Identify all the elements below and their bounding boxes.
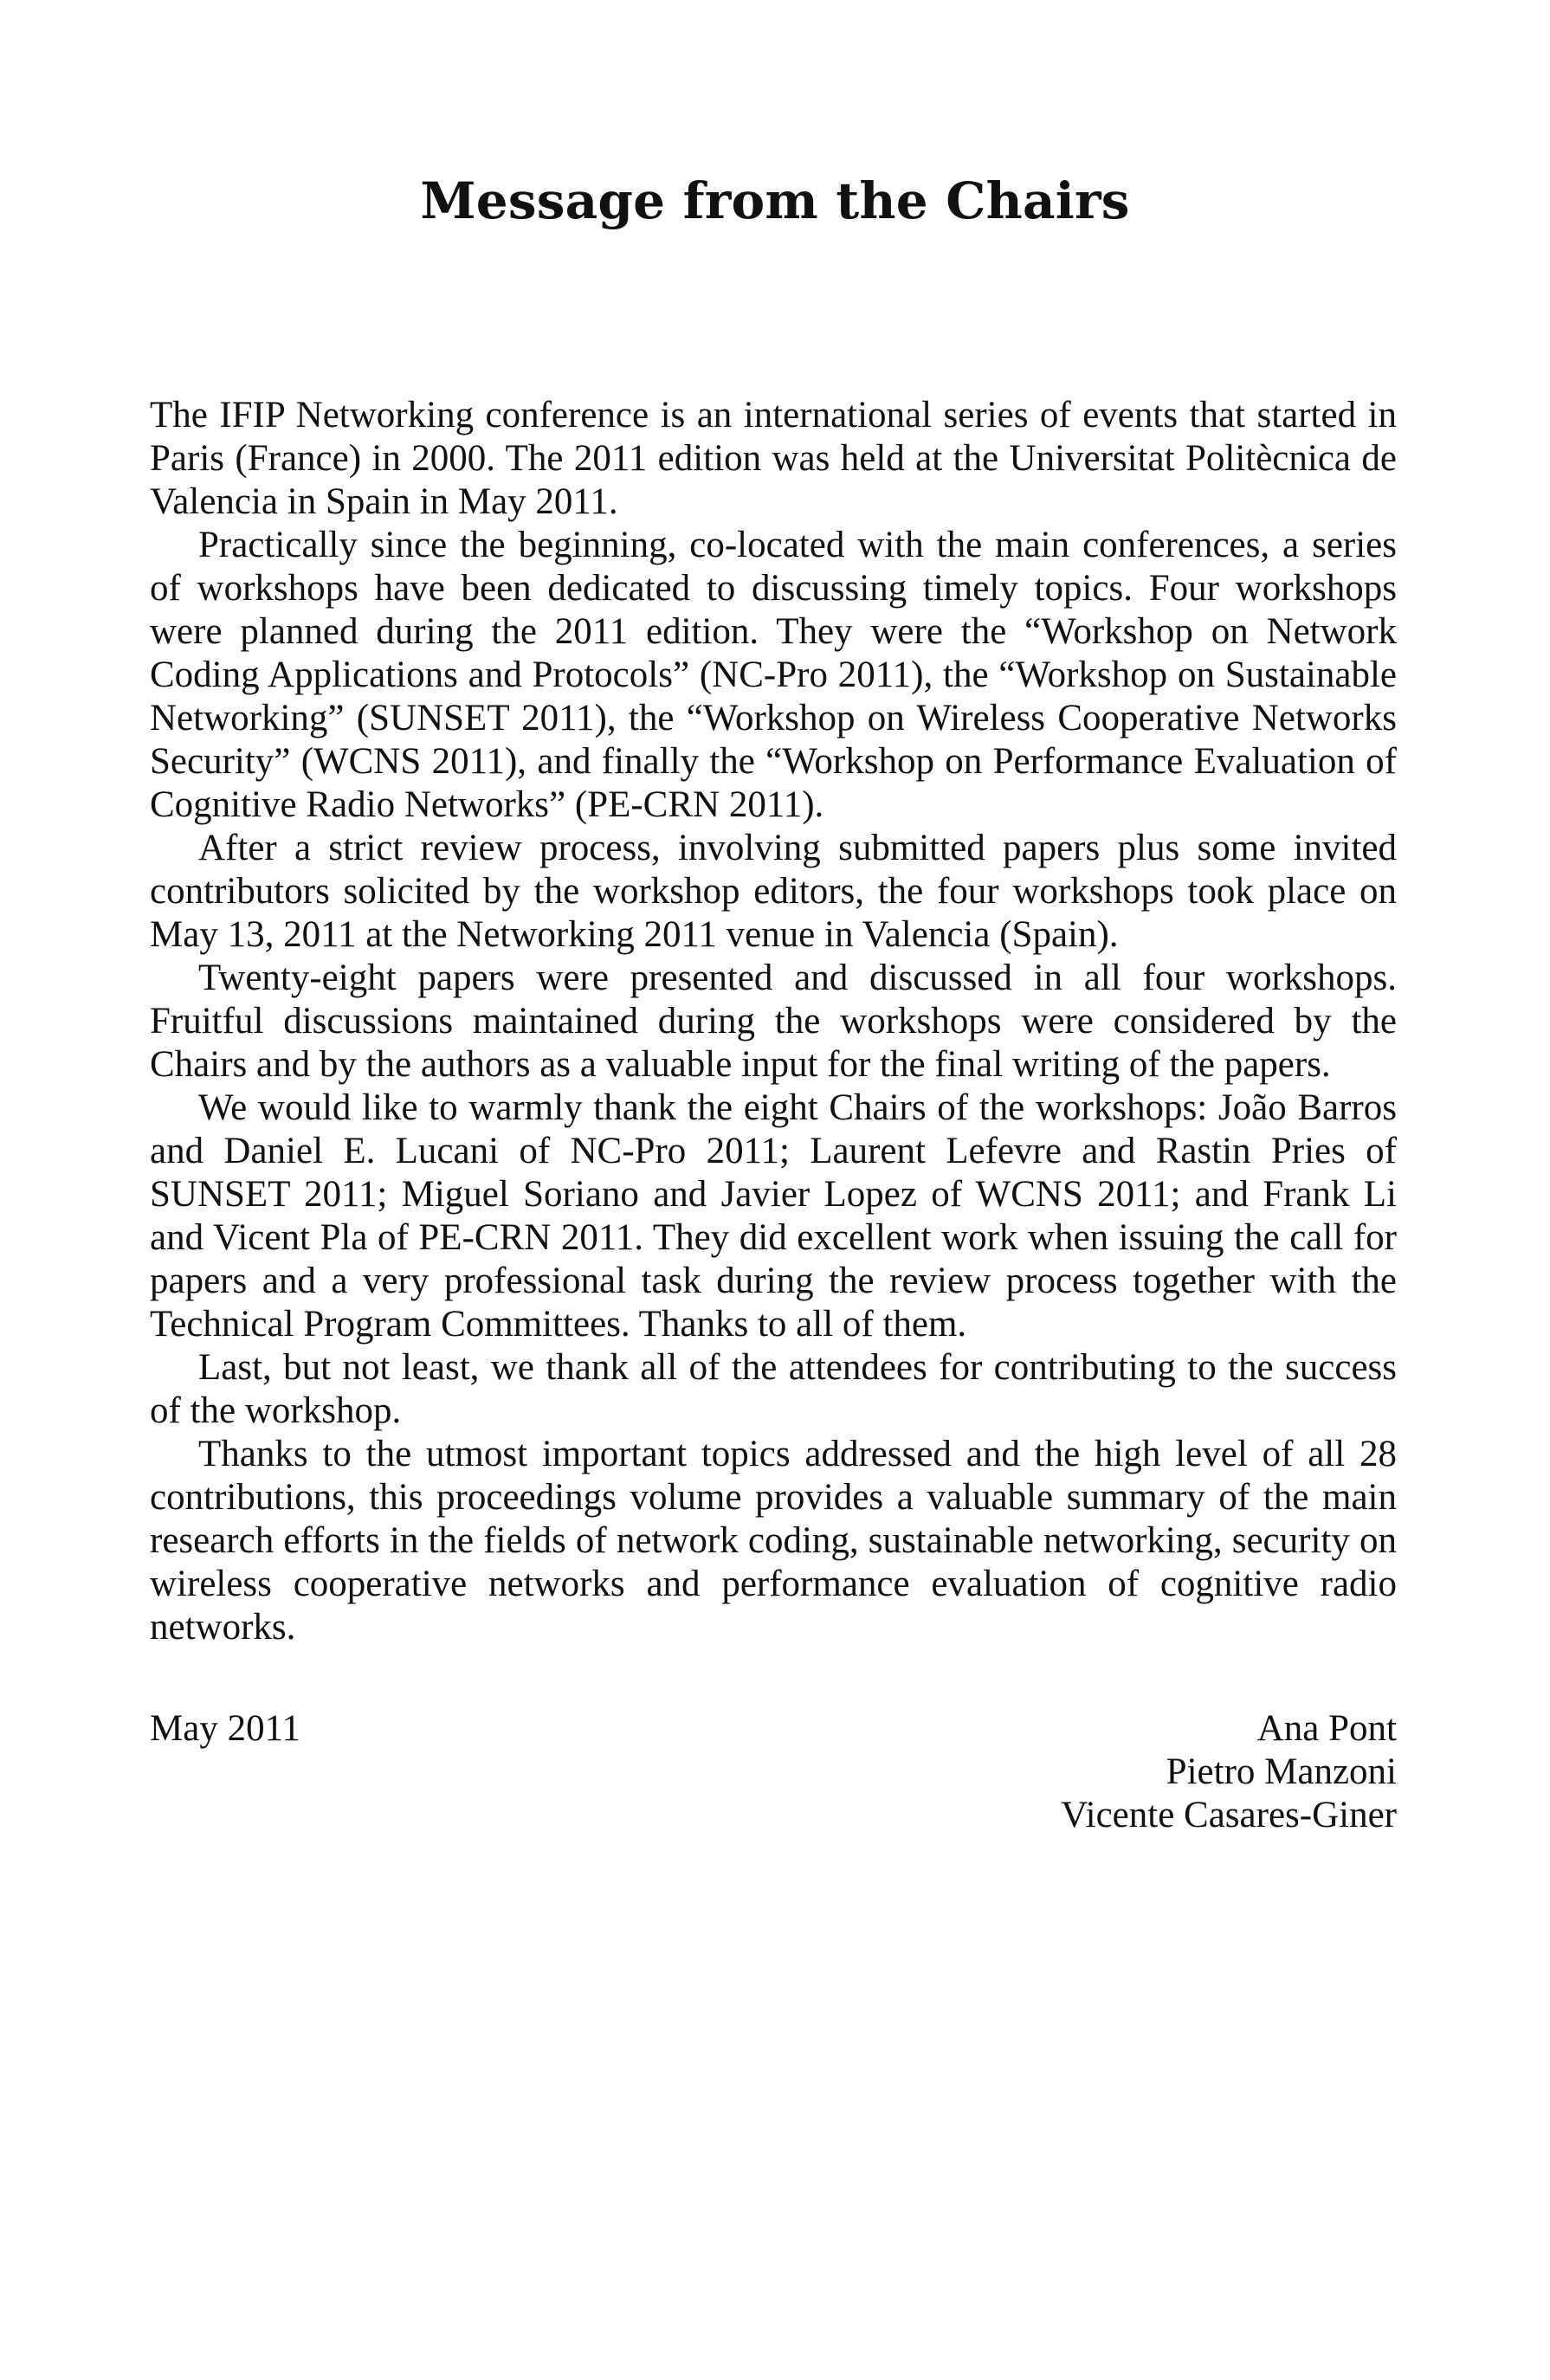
signers-list <box>1061 1707 1397 1837</box>
signer-name: Ana Pont <box>1256 1708 1397 1749</box>
paragraph-thanks-chairs: We would like to warmly thank the eight Chairs of the workshops: João Barros and Daniel E. Lucani of NC-Pro 2011; Laurent Lefevre and Rastin Pries of SUNSET 2011; Miguel Soriano and Javier Lopez of WCNS 2011; and Frank Li and Vicent Pla of PE-CRN 2011. They did excellent work when issuing the call for papers and a very professional task during the review process together with the Technical Program Committees. Thanks to all of them. <box>150 1087 1397 1345</box>
paragraph-summary: Thanks to the utmost important topics addressed and the high level of all 28 contributions, this proceedings volume provides a valuable summary of the main research efforts in the fields of network coding, sustainable networking, security on wireless cooperative networks and performance evaluation of cognitive radio networks. <box>150 1434 1397 1648</box>
message-body <box>150 394 1397 1649</box>
paragraph-intro: The IFIP Networking conference is an international series of events that started in Paris (France) in 2000. The 2011 edition was held at the Universitat Politècnica de Valencia in Spain in May 2011. <box>150 395 1397 522</box>
signature-date: May 2011 <box>150 1708 300 1749</box>
paragraph-papers: Twenty-eight papers were presented and discussed in all four workshops. Fruitful discussions maintained during the workshops were considered by the Chairs and by the authors as a valuable input for the final writing of the papers. <box>150 958 1397 1085</box>
paragraph-thanks-attendees: Last, but not least, we thank all of the attendees for contributing to the success of the workshop. <box>150 1347 1397 1431</box>
signer-name: Vicente Casares-Giner <box>1061 1795 1397 1835</box>
page-title: Message from the Chairs <box>420 171 1130 230</box>
paragraph-workshops: Practically since the beginning, co-located with the main conferences, a series of workshops have been dedicated to discussing timely topics. Four workshops were planned during the 2011 edition. They were the “Workshop on Network Coding Applications and Protocols” (NC-Pro 2011), the “Workshop on Sustainable Networking” (SUNSET 2011), the “Workshop on Wireless Cooperative Networks Security” (WCNS 2011), and finally the “Workshop on Performance Evaluation of Cognitive Radio Networks” (PE-CRN 2011). <box>150 525 1397 825</box>
signer-name: Pietro Manzoni <box>1166 1751 1397 1792</box>
paragraph-review-process: After a strict review process, involving submitted papers plus some invited contributors solicited by the workshop editors, the four workshops took place on May 13, 2011 at the Networking 2011 venue in Valencia (Spain). <box>150 828 1397 955</box>
